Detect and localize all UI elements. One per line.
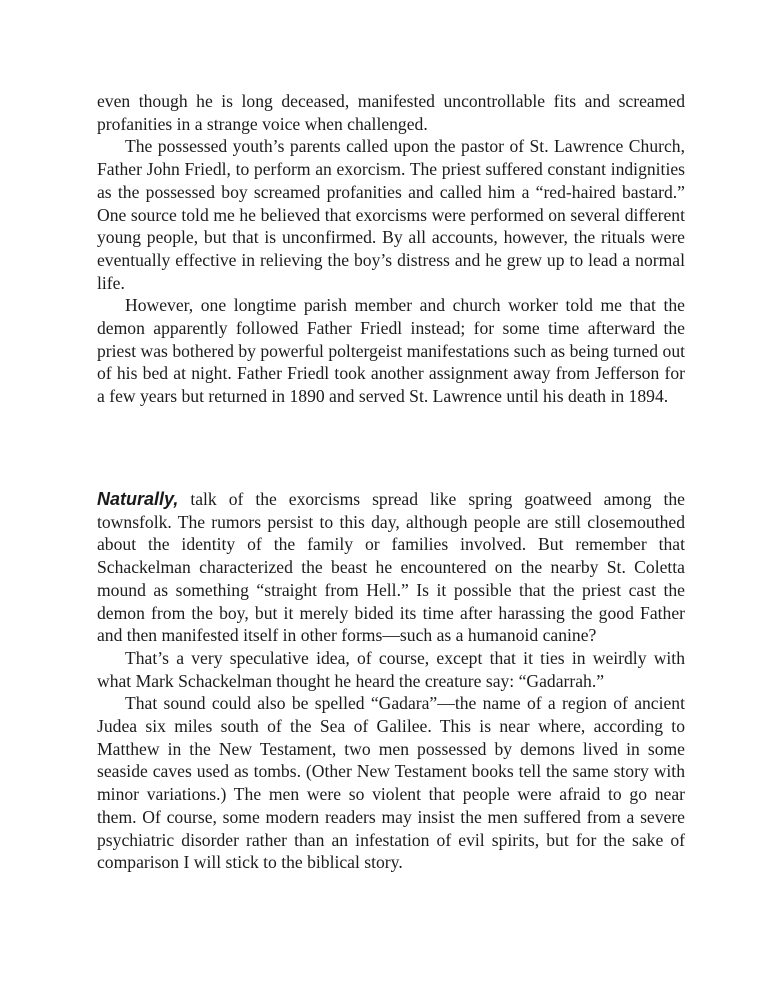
paragraph: The possessed youth’s parents called upon the pastor of St. Lawrence Church, Father John Friedl, to perform an exorcism. The priest suffered constant indignities as the possessed boy screamed profanities and called him a “red-haired bastard.” One source told me he believed that exorcisms were performed on several different young people, but that is unconfirmed. By all accounts, however, the rituals were eventually effective in relieving the boy’s distress and he grew up to lead a normal life. bbox=[97, 136, 685, 293]
paragraph bbox=[97, 488, 685, 647]
paragraph: However, one longtime parish member and church worker told me that the demon apparently followed Father Friedl instead; for some time afterward the priest was bothered by powerful poltergeist manifestations such as being turned out of his bed at night. Father Friedl took another assignment away from Jefferson for a few years but returned in 1890 and served St. Lawrence until his death in 1894. bbox=[97, 295, 685, 407]
paragraph: That’s a very speculative idea, of course, except that it ties in weirdly with what Mark Schackelman thought he heard the creature say: “Gadarrah.” bbox=[97, 647, 685, 691]
text-section-2 bbox=[97, 488, 685, 874]
run-in-heading: Naturally, bbox=[97, 489, 179, 509]
paragraph-text: talk of the exorcisms spread like spring goatweed among the townsfolk. The rumors persist to this day, although people are still closemouthed about the identity of the family or families involved. But remember that Schackelman characterized the beast he encountered on the nearby St. Coletta mound as something “straight from Hell.” Is it possible that the priest cast the demon from the boy, but it merely bided its time after harassing the good Father and then manifested itself in other forms—such as a humanoid canine? bbox=[97, 489, 685, 646]
paragraph: That sound could also be spelled “Gadara”—the name of a region of ancient Judea six miles south of the Sea of Galilee. This is near where, according to Matthew in the New Testament, two men possessed by demons lived in some seaside caves used as tombs. (Other New Testament books tell the same story with minor variations.) The men were so violent that people were afraid to go near them. Of course, some modern readers may insist the men suffered from a severe psychiatric disorder rather than an infestation of evil spirits, but for the sake of comparison I will stick to the biblical story. bbox=[97, 693, 685, 873]
text-section-1 bbox=[97, 90, 685, 408]
paragraph: even though he is long deceased, manifested uncontrollable fits and screamed profanities in a strange voice when challenged. bbox=[97, 91, 685, 134]
